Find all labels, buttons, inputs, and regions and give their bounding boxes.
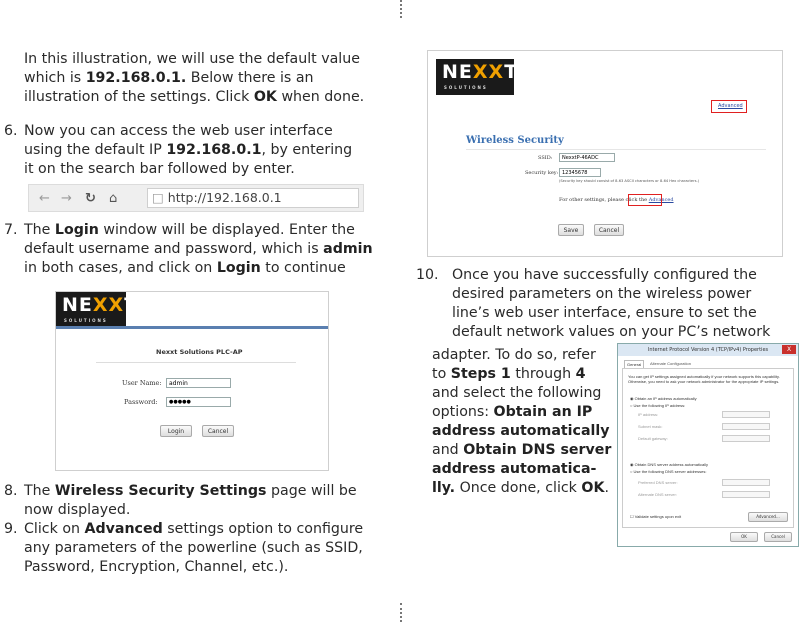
intro-line-2: which is 192.168.0.1. Below there is an: [24, 70, 314, 86]
login-divider: [96, 362, 296, 363]
cancel-button[interactable]: Cancel: [202, 425, 234, 437]
title-divider: [466, 149, 766, 150]
ssid-label: SSID:: [538, 155, 553, 161]
step-7-line-1: The Login window will be displayed. Enter the: [24, 222, 355, 238]
step-6-line-2: using the default IP 192.168.0.1, by entering: [24, 142, 353, 158]
close-icon[interactable]: X: [782, 345, 796, 354]
obtain-ip-auto-radio[interactable]: ◉ Obtain an IP address automatically: [630, 396, 697, 401]
security-key-label: Security key:: [525, 170, 559, 176]
step-9-number: 9.: [4, 521, 18, 537]
reload-icon[interactable]: ↻: [85, 191, 96, 206]
dialog-title: Internet Protocol Version 4 (TCP/IPv4) Properties: [618, 344, 798, 356]
nexxt-logo: NEXXT SOLUTIONS: [56, 292, 126, 326]
tab-general[interactable]: General: [624, 360, 644, 368]
default-ip: 192.168.0.1.: [85, 70, 187, 86]
ip-address-label: IP address:: [638, 412, 659, 417]
step-9-line-3: Password, Encryption, Channel, etc.).: [24, 559, 289, 575]
advanced-link-highlight: [628, 194, 662, 206]
default-gateway-field: [722, 435, 770, 442]
step-10-line-10: and Obtain DNS server: [432, 442, 612, 458]
dialog-description: You can get IP settings assigned automatically if your network supports this capability. Otherwise, you need to ask your network administrator for the appropriate IP settings.: [628, 374, 780, 384]
step-10-line-9: address automatically: [432, 423, 610, 439]
security-key-field[interactable]: 12345678: [559, 168, 601, 177]
alternate-dns-field: [722, 491, 770, 498]
radio-selected-icon: ◉: [630, 462, 635, 467]
forward-arrow-icon[interactable]: →: [61, 191, 72, 206]
subnet-mask-field: [722, 423, 770, 430]
step-10-line-4: default network values on your PC’s network: [452, 324, 771, 340]
ok-button[interactable]: OK: [730, 532, 758, 542]
column-divider-bottom: [400, 603, 404, 622]
address-bar[interactable]: [147, 188, 359, 208]
step-10-line-11: address automatica-: [432, 461, 597, 477]
login-button[interactable]: Login: [160, 425, 192, 437]
ssid-field[interactable]: NexxtP-46ADC: [559, 153, 615, 162]
step-8-line-1: The Wireless Security Settings page will be: [24, 483, 357, 499]
alternate-dns-label: Alternate DNS server:: [638, 492, 677, 497]
advanced-button[interactable]: Advanced...: [748, 512, 788, 522]
step-9-line-1: Click on Advanced settings option to configure: [24, 521, 364, 537]
step-10-line-3: line’s web user interface, ensure to set the: [452, 305, 757, 321]
step-10-line-12: lly. Once done, click OK.: [432, 480, 609, 496]
subnet-mask-label: Subnet mask:: [638, 424, 663, 429]
step-7-number: 7.: [4, 222, 18, 238]
column-divider-top: [400, 0, 404, 18]
login-screenshot: [55, 291, 329, 471]
step-6-number: 6.: [4, 123, 18, 139]
security-key-hint: (Security key should consist of 8-63 ASCII characters or 8-64 Hex characters.): [559, 179, 700, 183]
tcp-ipv4-dialog: [617, 343, 799, 547]
password-field[interactable]: ●●●●●: [166, 397, 231, 407]
validate-settings-checkbox[interactable]: ☐ Validate settings upon exit: [630, 514, 682, 519]
wireless-security-screenshot: [427, 50, 783, 257]
intro-line-3: illustration of the settings. Click OK when done.: [24, 89, 365, 105]
preferred-dns-field: [722, 479, 770, 486]
preferred-dns-label: Preferred DNS server:: [638, 480, 678, 485]
step-10-line-2: desired parameters on the wireless power: [452, 286, 752, 302]
step-9-line-2: any parameters of the powerline (such as SSID,: [24, 540, 363, 556]
step-10-line-8: options: Obtain an IP: [432, 404, 593, 420]
step-8-number: 8.: [4, 483, 18, 499]
advanced-top-link[interactable]: Advanced: [718, 103, 743, 109]
url-text: http://192.168.0.1: [167, 190, 282, 205]
password-label: Password:: [124, 398, 158, 406]
login-header: Nexxt Solutions PLC-AP: [156, 348, 243, 356]
save-button[interactable]: Save: [558, 224, 584, 236]
step-8-line-2: now displayed.: [24, 502, 131, 518]
login-header-bar: [56, 326, 328, 329]
use-following-dns-radio[interactable]: ○ Use the following DNS server addresses:: [630, 469, 707, 474]
wireless-security-title: Wireless Security: [466, 135, 564, 146]
step-10-line-7: and select the following: [432, 385, 602, 401]
step-7-line-2: default username and password, which is admin: [24, 241, 373, 257]
obtain-dns-auto-radio[interactable]: ◉ Obtain DNS server address automatically: [630, 462, 708, 467]
ip-address-field: [722, 411, 770, 418]
username-field[interactable]: admin: [166, 378, 231, 388]
intro-line-1: In this illustration, we will use the default value: [24, 51, 360, 67]
radio-selected-icon: ◉: [630, 396, 635, 401]
step-10-line-6: to Steps 1 through 4: [432, 366, 586, 382]
step-6-line-3: it on the search bar followed by enter.: [24, 161, 295, 177]
nexxt-logo: NEXXT SOLUTIONS: [436, 59, 514, 95]
username-label: User Name:: [122, 379, 162, 387]
step-10-number: 10.: [416, 267, 439, 283]
step-6-line-1: Now you can access the web user interface: [24, 123, 333, 139]
step-10-line-1: Once you have successfully configured the: [452, 267, 757, 283]
use-following-ip-radio[interactable]: ○ Use the following IP address:: [630, 403, 686, 408]
cancel-button[interactable]: Cancel: [764, 532, 792, 542]
step-10-line-5: adapter. To do so, refer: [432, 347, 596, 363]
advanced-link[interactable]: Advanced: [648, 197, 674, 203]
back-arrow-icon[interactable]: ←: [39, 191, 50, 206]
tab-content-border: [622, 368, 794, 528]
browser-toolbar: [28, 184, 364, 212]
cancel-button[interactable]: Cancel: [594, 224, 624, 236]
radio-empty-icon: ○: [630, 469, 634, 474]
home-icon[interactable]: ⌂: [109, 191, 118, 206]
page-icon: □: [152, 190, 168, 205]
other-settings-text: For other settings, please click the Advanced: [559, 197, 674, 203]
step-7-line-3: in both cases, and click on Login to continue: [24, 260, 346, 276]
default-gateway-label: Default gateway:: [638, 436, 668, 441]
tab-alternate-configuration[interactable]: Alternate Configuration: [650, 361, 691, 366]
radio-empty-icon: ○: [630, 403, 634, 408]
checkbox-icon: ☐: [630, 514, 635, 519]
